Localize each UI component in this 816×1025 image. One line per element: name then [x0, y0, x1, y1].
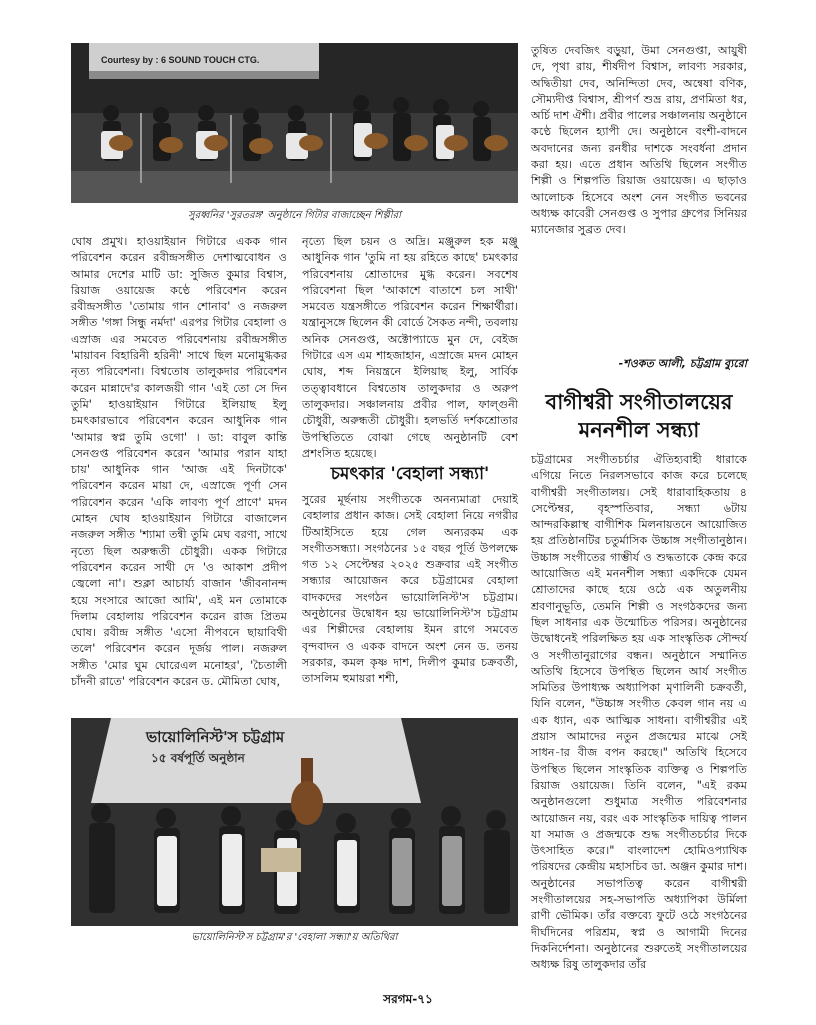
top-photo-caption: সুরধ্বনির 'সুরতরঙ্গ' অনুষ্ঠানে গিটার বাজাচ্ছেন শিল্পীরা — [187, 210, 402, 221]
event-banner-subtitle: ১৫ বর্ষপূর্তি অনুষ্ঠান — [151, 751, 245, 765]
column-2-top-text — [302, 234, 518, 462]
column-2-bottom-text — [302, 492, 518, 720]
event-banner-title: ভায়োলিনিস্ট'স চট্টগ্রাম — [146, 728, 285, 746]
column-3-top-text — [531, 43, 747, 353]
guitar-performance-photo — [71, 43, 518, 203]
guests-stage-illustration — [71, 718, 518, 926]
violinists-guests-photo — [71, 718, 518, 926]
bagishwari-article-paragraph: চট্টগ্রামের সংগীতচর্চার ঐতিহ্যবাহী ধারাকে এগিয়ে নিতে নিরলসভাবে কাজ করে চলেছে বাগীশ্বরী সংগীতালয়। সেই ধারাবাহিকতায় ৪ সেপ্টেম্বর, বৃহস্পতিবার, সন্ধ্যা ৬টায় আন্দরকিল্লাস্থ বাগীশিক মিলনায়তনে আয়োজিত হয় প্রতিষ্ঠানটির চতুর্মাসিক উচ্চাঙ্গ সংগীতানুষ্ঠান। উচ্চাঙ্গ সংগীতের গাম্ভীর্য ও শুদ্ধতাকে কেন্দ্র করে আয়োজিত এই মননশীল সন্ধ্যা একদিকে যেমন শ্রোতাদের কাছে হয়ে ওঠে এক অতুলনীয় শ্রবণানুভূতি, তেমনি শিল্পী ও সংগঠকদের জন্য ছিল সাধনার এক উন্মোচিত পরিসর। অনুষ্ঠানের উদ্বোধনেই পরিলক্ষিত হয় এক সাংস্কৃতিক সৌন্দর্য ও সংগীতানুরাগের বন্ধন। অনুষ্ঠানে সম্মানিত অতিথি হিসেবে উপস্থিত ছিলেন আর্য সংগীত সমিতির উপাধ্যক্ষ অধ্যাপিকা মৃণালিনী চক্রবর্তী, যিনি বলেন, "উচ্চাঙ্গ সংগীত কেবল গান নয় এ এক ধ্যান, এক আত্মিক সাধনা। বাগীশ্বরীর এই প্রয়াস আমাদের নতুন প্রজন্মের মাঝে সেই সাধন-ার বীজ বপন করছে।" অতিথি হিসেবে উপস্থিত ছিলেন সাংস্কৃতিক ব্যক্তিত্ব ও শিল্পপতি রিয়াজ ওয়ায়েজ। তিনি বলেন, "এই রকম অনুষ্ঠানগুলো শুধুমাত্র সংগীত পরিবেশনার আয়োজন নয়, বরং এক সাংস্কৃতিক দায়িত্ব পালন যা সমাজ ও প্রজন্মকে শুদ্ধ সংগীতচর্চার দিকে উৎসাহিত করে।" বাংলাদেশ হোমিওপ্যাথিক পরিষদের কেন্দ্রীয় মহাসচিব ডা. অঞ্জন কুমার দাশ। অনুষ্ঠানের সভাপতিত্ব করেন বাগীশ্বরী সংগীতালয়ের সহ-সভাপতি অধ্যাপিকা উর্মিলা রাণী ভৌমিক। তাঁর বক্তব্যে ফুটে ওঠে সংগঠনের দীর্ঘদিনের পরিশ্রম, স্বপ্ন ও আগামী দিনের দিকনির্দেশনা। অনুষ্ঠানের শুরুতেই সংগীতালয়ের অধ্যক্ষ রিষু তালুকদার তাঁর — [531, 453, 747, 972]
column-1-text — [71, 234, 287, 712]
column-2-paragraph: নৃত্যে ছিল চয়ন ও অদ্রি। মঞ্জুরুল হক মঞ্জু আধুনিক গান 'তুমি না হয় রহিতে কাছে' চমৎকার পরিবেশনায় শ্রোতাদের মুগ্ধ করেন। সবশেষ পরিবেশনা ছিল 'আকাশে বাতাশে চল সাথী' সমবেত যন্ত্রসঙ্গীতে পরিবেশন করেন শিক্ষার্থীরা। যন্ত্রানুসঙ্গে ছিলেন কী বোর্ডে সৈকত নন্দী, তবলায় অনিক সেনগুপ্ত, অক্টোপ্যাডে মুন দে, বেইজ গিটারে এস এম শাহজাহান, এস্রাজে মদন মোহন ঘোষ, শব্দ নিয়ন্ত্রনে ইলিয়াছ ইলু, সার্বিক তত্ত্বাবধানে বিশ্বতোষ তালুকদার ও অরুপ তালুকদার। সঞ্চালনায় প্রবীর পাল, ফাল্গুনী চৌধুরী, অরুন্ধতী চৌধুরী। হলভর্তি দর্শকশ্রোতার উপস্থিতিতে বোঝা গেছে অনুষ্ঠানটি বেশ প্রশংসিত হয়েছে। — [302, 235, 518, 460]
bagishwari-headline-line1: বাগীশ্বরী সংগীতালয়ের — [545, 390, 733, 414]
column-3-article-text — [531, 452, 747, 972]
behala-sandhya-heading: চমৎকার 'বেহালা সন্ধ্যা' — [330, 464, 490, 484]
column-1-paragraph: ঘোষ প্রমুখ। হাওয়াইয়ান গিটারে একক গান পরিবেশন করেন রবীন্দ্রসঙ্গীত দেশাত্মবোধন ও আমার দেশের মাটি ডা: সুজিত কুমার বিশ্বাস, রিয়াজ ওয়ায়েজ কণ্ঠে পরিবেশন করেন রবীন্দ্রসঙ্গীত 'তোমায় গান শোনাব' ও নজরুল সঙ্গীত 'গঙ্গা সিন্ধু নর্মদা' এরপর গিটার বেহালা ও এস্রাজ এর সমবেত পরিবেশনায় রবীন্দ্রসঙ্গীত 'মায়াবন বিহারিনী হরিনী' সাথে ছিল মনোমুগ্ধকর নৃত্য পরিবেশনা। বিশ্বতোষ তালুকদার পরিবেশন করেন মান্নাদে'র কালজয়ী গান 'এই তো সে দিন তুমি' হাওয়াইয়ান গিটারে ইলিয়াছ ইলু চমৎকারভাবে পরিবেশন করেন আধুনিক গান 'আমার স্বপ্ন তুমি ওগো' । ডা: বাবুল কান্তি সেনগুপ্ত পরিবেশন করেন 'আমার পরান যাহা চায়' আধুনিক গান 'আজ এই দিনটাকে' পরিবেশন করেন মায়া দে, এস্রাজে পূর্ণা সেন পরিবেশন করেন 'একি লাবণ্য পূর্ণ প্রাণে' মদন মোহন ঘোষ হাওয়াইয়ান গিটারে বাজালেন নজরুল সঙ্গীত 'শ্যামা তন্বী তুমি মেঘ বরণা, সাথে নৃত্যে ছিল অরুন্ধতী চৌধুরী। একক গিটারে পরিবেশন করেন সাথী দে 'ও আকাশ প্রদীপ জ্বেলো না'। শুক্লা আচার্য্য বাজান 'জীবনানন্দ হয়ে সংসারে আজো আমি', এই মন তোমাকে দিলাম বেহালায় পরিবেশন করেন রাজ প্রিতম ঘোষ। রবীন্দ্র সঙ্গীত 'এসো নীপবনে ছায়াবিথী তলে' পরিবেশন করেন দূর্জয় পাল। নজরুল সঙ্গীত 'মোর ঘুম ঘোরেএল মনোহর', 'চৈতালী চাঁদনী রাতে' পরিবেশন করেন ড. মৌমিতা ঘোষ, — [71, 235, 287, 689]
guitar-stage-illustration — [71, 43, 518, 203]
author-credit: -শওকত আলী, চট্টগ্রাম ব্যুরো — [618, 357, 747, 370]
column-3-paragraph: তুষিত দেবজিৎ বড়ুয়া, উমা সেনগুপ্তা, আয়ুষী দে, পৃথা রায়, শীর্ষদীপ বিশ্বাস, লাবণ্য সরকার, অদ্বিতীয়া দেব, অনিন্দিতা দেব, অন্বেষা বণিক, সৌম্যদীপ্ত বিশ্বাস, শ্রীপর্ণ শুভ্র রায়, প্রণমিতা ধর, অর্চি দাশ ঐশী। প্রবীর পালের সঞ্চালনায় অনুষ্ঠানে কণ্ঠে ছিলেন হ্যাপী দে। অনুষ্ঠানে বংশী-বাদনে অবদানের জন্য রনধীর দাশকে সংবর্ধনা প্রদান করা হয়। এতে প্রধান অতিথি ছিলেন সংগীত শিল্পী ও শিল্পপতি রিয়াজ ওয়ায়েজ। এ ছাড়াও আলোচক হিসেবে অংশ নেন সংগীত ভবনের অধ্যক্ষ কাবেরী সেনগুপ্ত ও সুপার গ্রুপের সিনিয়র ম্যানেজার সুব্রত দেব। — [531, 44, 747, 237]
behala-sandhya-paragraph: সুরের মূর্ছনায় সংগীতকে অনন্যমাত্রা দেয়াই বেহালার প্রধান কাজ। সেই বেহালা নিয়ে নগরীর টিআইসিতে হয়ে গেল অন্যরকম এক সংগীতসন্ধ্যা। সংগঠনের ১৫ বছর পূর্তি উপলক্ষে গত ১২ সেপ্টেম্বর ২০২৫ শুক্রবার এই সংগীত সন্ধ্যার আয়োজন করে চট্টগ্রামের বেহালা বাদকদের সংগঠন ভায়োলিনিস্ট'স চট্টগ্রাম। অনুষ্ঠানের উদ্বোধন হয় ভায়োলিনিস্ট'স চট্টগ্রাম এর শিল্পীদের বেহালায় ইমন রাগে সমবেত বৃন্দবাদন ও একক বাদনে অংশ নেন ড. তনয় সরকার, কমল কৃষ্ণ দাশ, দিলীপ কুমার চক্রবর্তী, তাসলিম হুমায়রা শশী, — [302, 493, 518, 686]
sponsor-banner-text: Courtesy by : 6 SOUND TOUCH CTG. — [101, 55, 260, 65]
bottom-photo-caption: ভায়োলিনিস্ট'স চট্টগ্রাম'র 'বেহালা সন্ধ্যা'য় অতিথিরা — [191, 932, 398, 943]
bagishwari-headline-line2: মননশীল সন্ধ্যা — [578, 418, 700, 442]
page-number: সরগম-৭১ — [383, 992, 433, 1006]
